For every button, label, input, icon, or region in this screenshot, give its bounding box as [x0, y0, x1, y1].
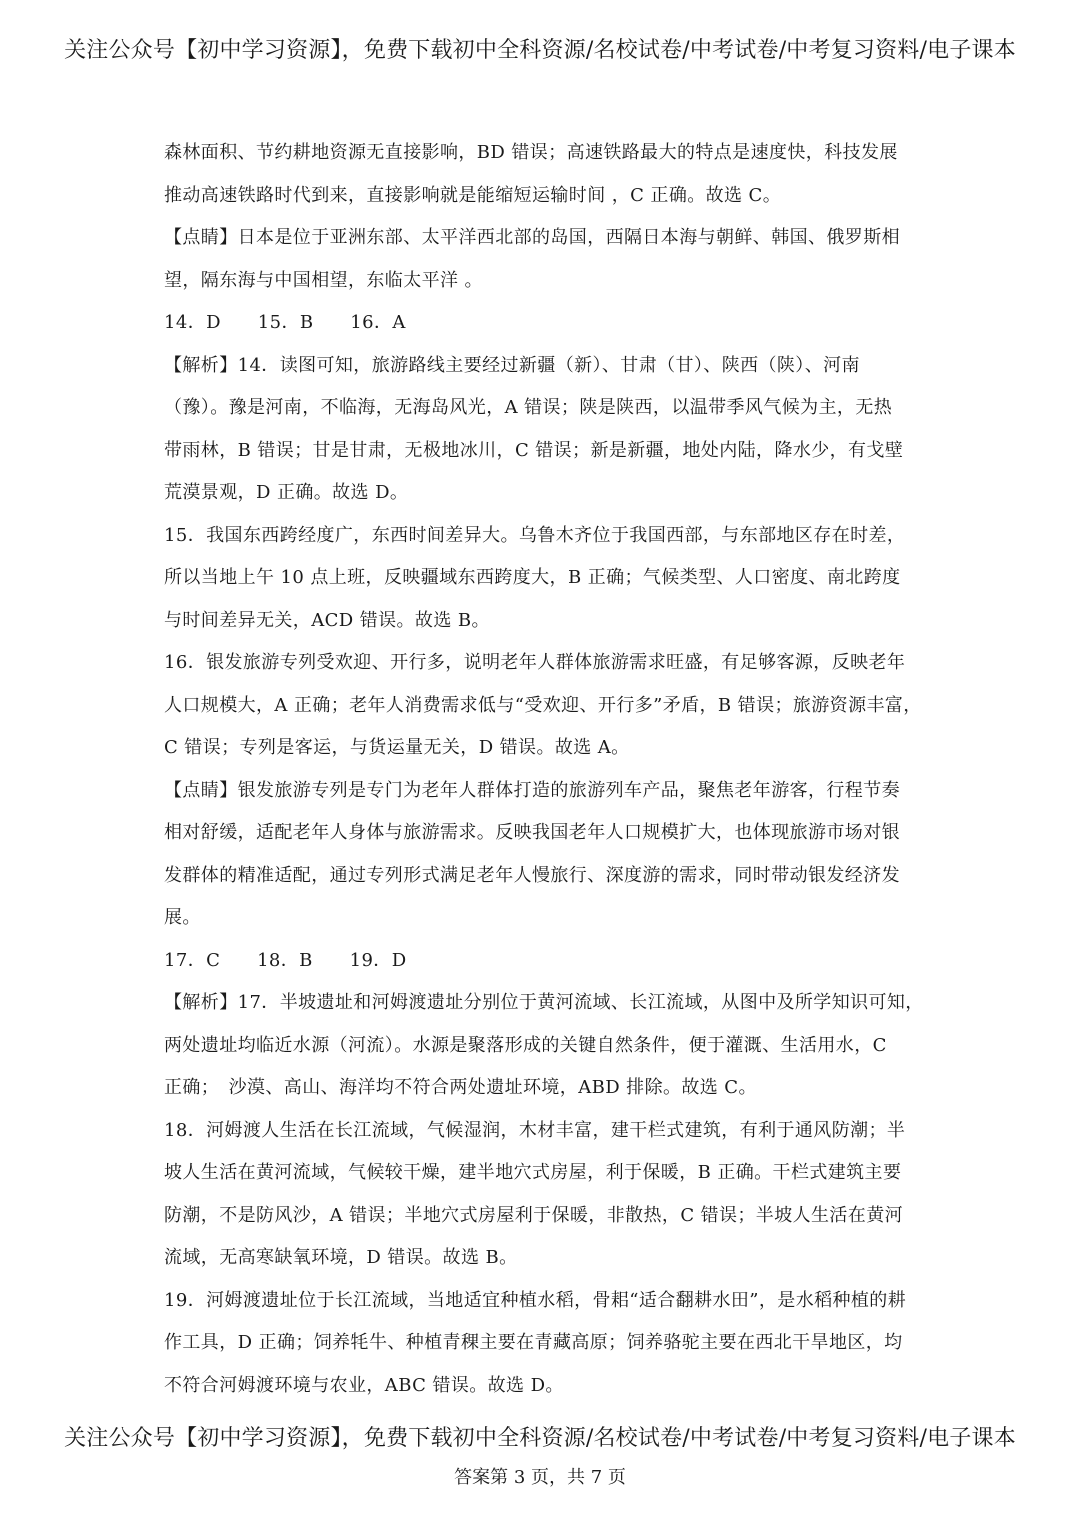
- text-line: 与时间差异无关，ACD 错误。故选 B。: [164, 609, 490, 631]
- text-line: 两处遗址均临近水源（河流）。水源是聚落形成的关键自然条件，便于灌溉、生活用水，C: [164, 1034, 887, 1056]
- text-line: 望，隔东海与中国相望，东临太平洋 。: [164, 269, 483, 291]
- text-line: 作工具，D 正确；饲养牦牛、种植青稞主要在青藏高原；饲养骆驼主要在西北干旱地区，均: [164, 1332, 903, 1353]
- header-banner: 关注公众号【初中学习资源】，免费下载初中全科资源/名校试卷/中考试卷/中考复习资料/电子课本: [64, 38, 1016, 63]
- text-line: 防潮，不是防风沙，A 错误；半地穴式房屋利于保暖，非散热，C 错误；半坡人生活在黄河: [164, 1204, 904, 1226]
- text-line: 不符合河姆渡环境与农业，ABC 错误。故选 D。: [164, 1374, 564, 1396]
- text-line: 18．河姆渡人生活在长江流域，气候湿润，木材丰富，建干栏式建筑，有利于通风防潮；半: [164, 1119, 906, 1141]
- page-number: 答案第 3 页，共 7 页: [454, 1467, 626, 1488]
- text-line: 发群体的精准适配，通过专列形式满足老年人慢旅行、深度游的需求，同时带动银发经济发: [164, 864, 900, 886]
- text-line: 相对舒缓，适配老年人身体与旅游需求。反映我国老年人口规模扩大，也体现旅游市场对银: [164, 822, 900, 843]
- text-line: 人口规模大，A 正确；老年人消费需求低与“受欢迎、开行多”矛盾，B 错误；旅游资源丰富，: [164, 694, 922, 716]
- text-line: 所以当地上午 10 点上班，反映疆域东西跨度大，B 正确；气候类型、人口密度、南北跨度: [164, 567, 901, 588]
- text-line: 荒漠景观，D 正确。故选 D。: [164, 482, 409, 503]
- answer-body: [164, 132, 924, 1407]
- text-line: 【点睛】银发旅游专列是专门为老年人群体打造的旅游列车产品，聚焦老年游客，行程节奏: [164, 779, 900, 801]
- text-line: 流域，无高寒缺氧环境，D 错误。故选 B。: [164, 1247, 518, 1268]
- text-line: 森林面积、节约耕地资源无直接影响，BD 错误；高速铁路最大的特点是速度快，科技发展: [164, 142, 898, 163]
- text-line: 【解析】14．读图可知，旅游路线主要经过新疆（新）、甘肃（甘）、陕西（陕）、河南: [164, 354, 860, 376]
- answer-key-line: 14．D 15．B 16．A: [164, 312, 406, 333]
- text-line: 【点睛】日本是位于亚洲东部、太平洋西北部的岛国，西隔日本海与朝鲜、韩国、俄罗斯相: [164, 227, 900, 248]
- text-line: C 错误；专列是客运，与货运量无关，D 错误。故选 A。: [164, 737, 630, 758]
- answer-key-line: 17．C 18．B 19．D: [164, 949, 407, 971]
- text-line: 带雨林，B 错误；甘是甘肃，无极地冰川，C 错误；新是新疆，地处内陆，降水少，有戈壁: [164, 439, 904, 461]
- text-line: 正确； 沙漠、高山、海洋均不符合两处遗址环境，ABD 排除。故选 C。: [164, 1077, 757, 1098]
- text-line: 16．银发旅游专列受欢迎、开行多，说明老年人群体旅游需求旺盛，有足够客源，反映老年: [164, 652, 906, 673]
- text-line: 15．我国东西跨经度广，东西时间差异大。乌鲁木齐位于我国西部，与东部地区存在时差，: [164, 524, 906, 546]
- text-line: 坡人生活在黄河流域，气候较干燥，建半地穴式房屋，利于保暖，B 正确。干栏式建筑主要: [164, 1162, 902, 1183]
- footer-banner: 关注公众号【初中学习资源】，免费下载初中全科资源/名校试卷/中考试卷/中考复习资料/电子课本: [64, 1426, 1016, 1451]
- text-line: （豫）。豫是河南，不临海，无海岛风光，A 错误；陕是陕西，以温带季风气候为主，无热: [164, 397, 893, 418]
- text-line: 【解析】17．半坡遗址和河姆渡遗址分别位于黄河流域、长江流域，从图中及所学知识可知，: [164, 992, 924, 1013]
- text-line: 19．河姆渡遗址位于长江流域，当地适宜种植水稻，骨耜“适合翻耕水田”，是水稻种植的耕: [164, 1289, 907, 1311]
- text-line: 展。: [164, 907, 201, 928]
- text-line: 推动高速铁路时代到来，直接影响就是能缩短运输时间 ，C 正确。故选 C。: [164, 184, 782, 206]
